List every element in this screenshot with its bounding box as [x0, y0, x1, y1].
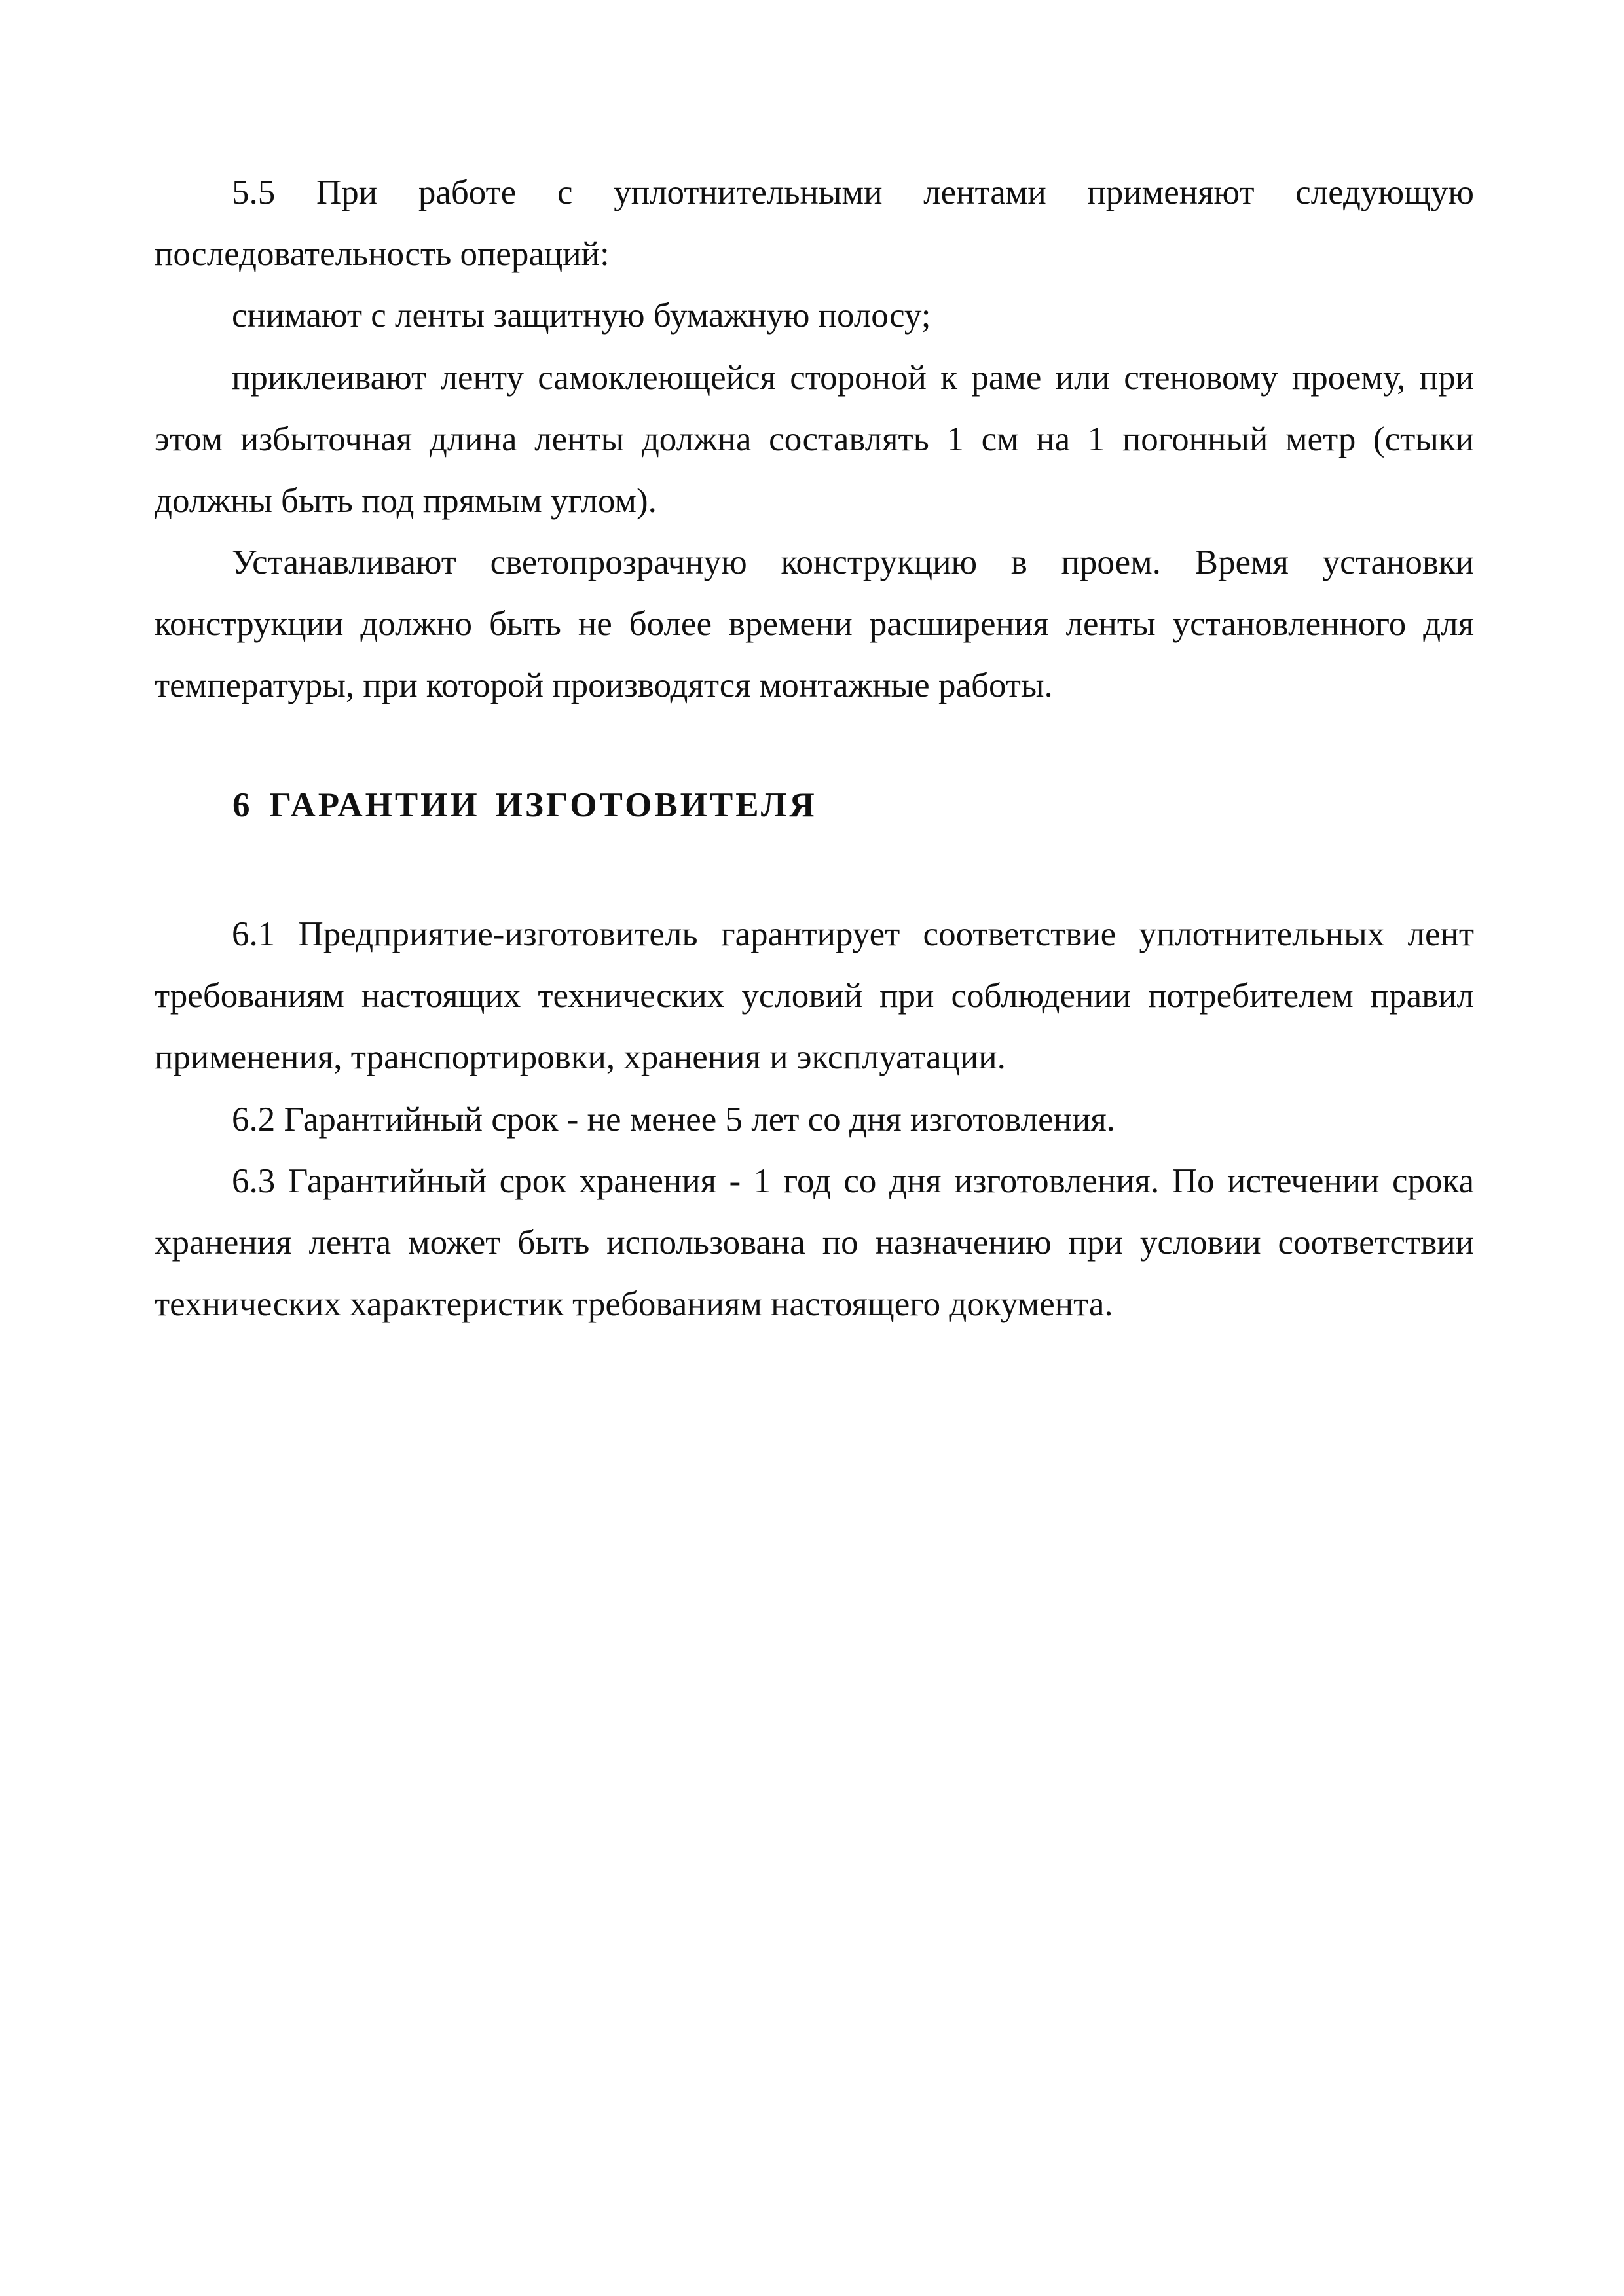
paragraph-5-5: 5.5 При работе с уплотнительными лентами применяют следующую последовательность операций:	[155, 173, 1474, 273]
paragraph-6-1: 6.1 Предприятие-изготовитель гарантирует соответствие уплотнительных лент требованиям настоящих технических условий при соблюдении потребителем правил применения, транспортировки, хранения и эксплуатации.	[155, 915, 1474, 1076]
paragraph-6-3: 6.3 Гарантийный срок хранения - 1 год со дня изготовления. По истечении срока хранения лента может быть использована по назначению при условии соответствии технических характеристик требованиям настоящего документа.	[155, 1162, 1474, 1323]
paragraph-6-2: 6.2 Гарантийный срок - не менее 5 лет со дня изготовления.	[232, 1101, 1115, 1139]
paragraph-step-install-construction: Устанавливают светопрозрачную конструкцию в проем. Время установки конструкции должно быть не более времени расширения ленты установленного для температуры, при которой производятся монтажные работы.	[155, 543, 1474, 704]
section-6-title-word2: ИЗГОТОВИТЕЛЯ	[495, 786, 817, 824]
section-6-title-word1: ГАРАНТИИ	[269, 786, 480, 824]
section-6-number: 6	[232, 786, 253, 824]
paragraph-step-remove-strip: снимают с ленты защитную бумажную полосу;	[232, 297, 931, 335]
section-6-heading	[232, 786, 817, 825]
paragraph-step-apply-tape: приклеивают ленту самоклеющейся стороной к раме или стеновому проему, при этом избыточная длина ленты должна составлять 1 см на 1 погонный метр (стыки должны быть под прямым углом).	[155, 359, 1474, 520]
